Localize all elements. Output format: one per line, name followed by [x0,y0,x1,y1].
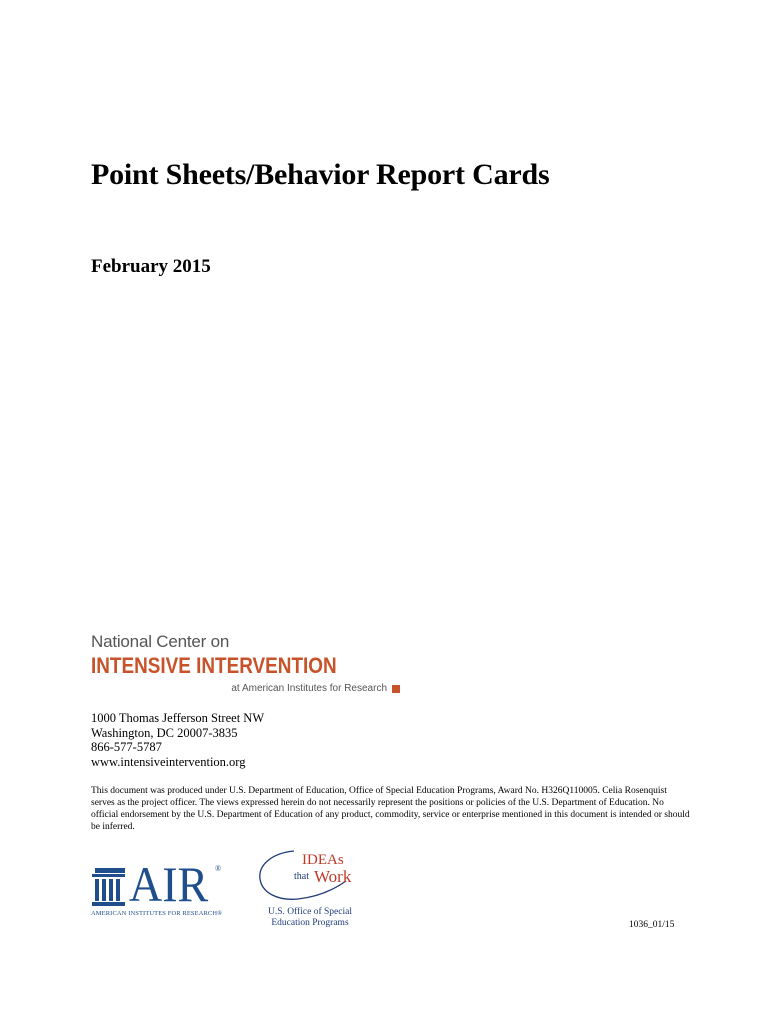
ideas-logo-work: Work [314,867,352,886]
osep-line2: Education Programs [271,918,349,928]
address-street: 1000 Thomas Jefferson Street NW [91,711,265,725]
ncii-logo-line3: at American Institutes for Research [231,683,387,694]
disclaimer-text: This document was produced under U.S. Department of Education, Office of Special Education Programs, Award No. H326Q110005. Celia Rosenquist serves as the project officer. The views expressed herein do not necessarily represent the positions or policies of the U.S. Department of Education. No official endorsement by the U.S. Department of Education of any product, commodity, service or enterprise mentioned in this document is intended or should be inferred. [91,786,690,832]
document-code: 1036_01/15 [629,920,675,930]
ncii-logo [88,632,402,698]
osep-text [262,907,358,929]
address-website: www.intensiveintervention.org [91,754,246,769]
ideas-logo-ideas: IDEAs [302,852,344,868]
air-building-icon [91,866,127,908]
air-logo-letters: AIR [129,856,209,912]
ncii-logo-line2: INTENSIVE INTERVENTION [91,653,337,678]
air-logo-registered: ® [215,864,222,873]
ncii-logo-square-icon [392,685,400,693]
air-logo [91,856,231,922]
ideas-logo-that: that [294,871,309,882]
address-block [91,711,264,769]
air-logo-subtext: AMERICAN INSTITUTES FOR RESEARCH® [91,910,223,917]
ncii-logo-line1: National Center on [91,632,230,651]
osep-line1: U.S. Office of Special [268,907,352,917]
address-city: Washington, DC 20007-3835 [91,725,238,740]
address-phone: 866-577-5787 [91,740,162,754]
ideas-that-work-logo [254,847,364,931]
document-date: February 2015 [91,256,211,277]
document-title: Point Sheets/Behavior Report Cards [91,158,550,191]
